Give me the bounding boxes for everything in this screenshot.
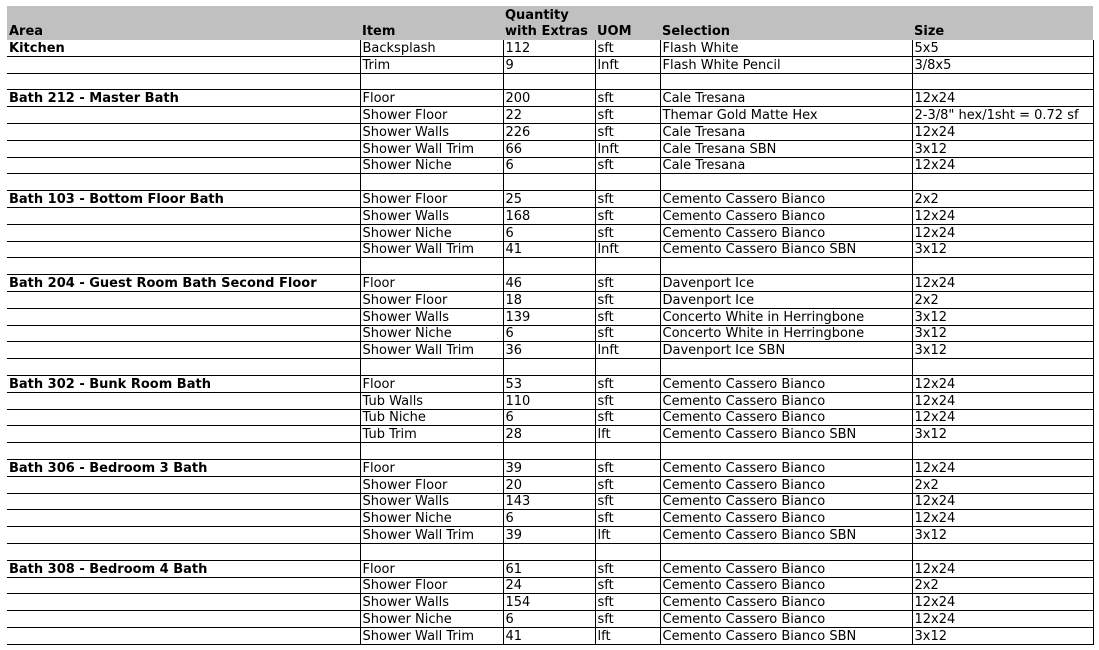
quantity-cell: 154 bbox=[503, 594, 595, 611]
quantity-cell: 6 bbox=[503, 611, 595, 628]
table-row bbox=[7, 325, 1093, 342]
size-cell: 3x12 bbox=[912, 325, 1093, 342]
quantity-cell bbox=[503, 359, 595, 376]
table-row bbox=[7, 123, 1093, 140]
selection-cell: Cemento Cassero Bianco bbox=[660, 510, 912, 527]
uom-cell: lft bbox=[595, 426, 660, 443]
quantity-cell: 18 bbox=[503, 291, 595, 308]
quantity-cell: 6 bbox=[503, 325, 595, 342]
area-cell bbox=[7, 611, 360, 628]
area-cell bbox=[7, 543, 360, 560]
uom-cell: sft bbox=[595, 375, 660, 392]
selection-cell bbox=[660, 543, 912, 560]
table-row bbox=[7, 224, 1093, 241]
item-cell bbox=[360, 258, 503, 275]
item-cell: Shower Niche bbox=[360, 510, 503, 527]
uom-cell bbox=[595, 174, 660, 191]
selection-cell: Cemento Cassero Bianco SBN bbox=[660, 527, 912, 544]
quantity-cell: 41 bbox=[503, 627, 595, 644]
header-uom: UOM bbox=[595, 6, 660, 40]
quantity-cell: 20 bbox=[503, 476, 595, 493]
size-cell: 12x24 bbox=[912, 207, 1093, 224]
size-cell: 3x12 bbox=[912, 241, 1093, 258]
item-cell: Shower Niche bbox=[360, 325, 503, 342]
quantity-cell: 66 bbox=[503, 140, 595, 157]
area-cell bbox=[7, 443, 360, 460]
area-cell: Bath 103 - Bottom Floor Bath bbox=[7, 191, 360, 208]
uom-cell: sft bbox=[595, 577, 660, 594]
area-cell bbox=[7, 174, 360, 191]
item-cell: Shower Floor bbox=[360, 476, 503, 493]
spacer-row bbox=[7, 443, 1093, 460]
table-header bbox=[7, 6, 1093, 40]
selection-cell: Cemento Cassero Bianco SBN bbox=[660, 241, 912, 258]
item-cell: Floor bbox=[360, 275, 503, 292]
area-cell: Kitchen bbox=[7, 40, 360, 56]
item-cell: Shower Niche bbox=[360, 224, 503, 241]
quantity-cell bbox=[503, 174, 595, 191]
size-cell: 3x12 bbox=[912, 627, 1093, 644]
area-cell bbox=[7, 627, 360, 644]
size-cell: 3x12 bbox=[912, 426, 1093, 443]
selection-cell: Cemento Cassero Bianco bbox=[660, 375, 912, 392]
item-cell: Shower Wall Trim bbox=[360, 627, 503, 644]
uom-cell: sft bbox=[595, 275, 660, 292]
uom-cell: sft bbox=[595, 594, 660, 611]
selection-cell: Cale Tresana SBN bbox=[660, 140, 912, 157]
area-cell bbox=[7, 207, 360, 224]
table-row bbox=[7, 426, 1093, 443]
uom-cell: sft bbox=[595, 107, 660, 124]
table-row bbox=[7, 627, 1093, 644]
size-cell: 2x2 bbox=[912, 191, 1093, 208]
uom-cell: lnft bbox=[595, 342, 660, 359]
item-cell: Tub Niche bbox=[360, 409, 503, 426]
size-cell: 3x12 bbox=[912, 308, 1093, 325]
size-cell: 3x12 bbox=[912, 342, 1093, 359]
area-cell bbox=[7, 291, 360, 308]
quantity-cell: 6 bbox=[503, 510, 595, 527]
selection-cell: Davenport Ice SBN bbox=[660, 342, 912, 359]
area-cell bbox=[7, 325, 360, 342]
selection-cell: Cemento Cassero Bianco bbox=[660, 493, 912, 510]
quantity-cell: 53 bbox=[503, 375, 595, 392]
item-cell: Shower Floor bbox=[360, 107, 503, 124]
item-cell: Shower Floor bbox=[360, 577, 503, 594]
quantity-cell bbox=[503, 543, 595, 560]
item-cell: Shower Walls bbox=[360, 207, 503, 224]
area-cell bbox=[7, 241, 360, 258]
spacer-row bbox=[7, 359, 1093, 376]
size-cell bbox=[912, 258, 1093, 275]
table-row bbox=[7, 392, 1093, 409]
area-cell bbox=[7, 409, 360, 426]
uom-cell: sft bbox=[595, 123, 660, 140]
table-row bbox=[7, 375, 1093, 392]
item-cell bbox=[360, 443, 503, 460]
table-row bbox=[7, 56, 1093, 73]
size-cell: 12x24 bbox=[912, 123, 1093, 140]
size-cell: 2-3/8" hex/1sht = 0.72 sf bbox=[912, 107, 1093, 124]
selection-cell bbox=[660, 174, 912, 191]
selection-cell: Cemento Cassero Bianco bbox=[660, 207, 912, 224]
header-quantity bbox=[503, 6, 595, 40]
item-cell: Shower Wall Trim bbox=[360, 342, 503, 359]
size-cell: 12x24 bbox=[912, 375, 1093, 392]
selection-cell: Cemento Cassero Bianco bbox=[660, 191, 912, 208]
item-cell: Tub Walls bbox=[360, 392, 503, 409]
header-item: Item bbox=[360, 6, 503, 40]
item-cell: Shower Wall Trim bbox=[360, 527, 503, 544]
uom-cell: lnft bbox=[595, 140, 660, 157]
item-cell bbox=[360, 359, 503, 376]
size-cell: 3x12 bbox=[912, 527, 1093, 544]
uom-cell: sft bbox=[595, 325, 660, 342]
uom-cell bbox=[595, 543, 660, 560]
uom-cell: sft bbox=[595, 157, 660, 174]
area-cell bbox=[7, 140, 360, 157]
quantity-cell bbox=[503, 73, 595, 90]
item-cell: Trim bbox=[360, 56, 503, 73]
size-cell: 12x24 bbox=[912, 594, 1093, 611]
size-cell: 12x24 bbox=[912, 560, 1093, 577]
area-cell: Bath 308 - Bedroom 4 Bath bbox=[7, 560, 360, 577]
table-row bbox=[7, 90, 1093, 107]
item-cell: Shower Niche bbox=[360, 611, 503, 628]
quantity-cell: 226 bbox=[503, 123, 595, 140]
selection-cell: Cemento Cassero Bianco bbox=[660, 392, 912, 409]
item-cell: Shower Niche bbox=[360, 157, 503, 174]
quantity-cell: 168 bbox=[503, 207, 595, 224]
size-cell: 3/8x5 bbox=[912, 56, 1093, 73]
table-row bbox=[7, 157, 1093, 174]
uom-cell: sft bbox=[595, 409, 660, 426]
size-cell: 5x5 bbox=[912, 40, 1093, 56]
selection-cell bbox=[660, 258, 912, 275]
table-body bbox=[7, 40, 1093, 644]
uom-cell bbox=[595, 258, 660, 275]
uom-cell: sft bbox=[595, 90, 660, 107]
selection-cell: Cemento Cassero Bianco bbox=[660, 594, 912, 611]
header-quantity-line2: with Extras bbox=[505, 24, 588, 39]
area-cell bbox=[7, 56, 360, 73]
table-row bbox=[7, 459, 1093, 476]
item-cell: Backsplash bbox=[360, 40, 503, 56]
table-row bbox=[7, 476, 1093, 493]
size-cell: 2x2 bbox=[912, 291, 1093, 308]
uom-cell: sft bbox=[595, 510, 660, 527]
table-row bbox=[7, 527, 1093, 544]
item-cell: Shower Floor bbox=[360, 291, 503, 308]
uom-cell: sft bbox=[595, 560, 660, 577]
selection-cell: Cale Tresana bbox=[660, 90, 912, 107]
area-cell: Bath 204 - Guest Room Bath Second Floor bbox=[7, 275, 360, 292]
spacer-row bbox=[7, 73, 1093, 90]
quantity-cell: 24 bbox=[503, 577, 595, 594]
area-cell: Bath 212 - Master Bath bbox=[7, 90, 360, 107]
selection-cell: Flash White bbox=[660, 40, 912, 56]
tile-schedule-table bbox=[7, 6, 1094, 645]
uom-cell: sft bbox=[595, 224, 660, 241]
table-row bbox=[7, 140, 1093, 157]
selection-cell: Cemento Cassero Bianco bbox=[660, 577, 912, 594]
selection-cell bbox=[660, 73, 912, 90]
item-cell: Floor bbox=[360, 459, 503, 476]
table-row bbox=[7, 493, 1093, 510]
uom-cell: sft bbox=[595, 191, 660, 208]
quantity-cell: 28 bbox=[503, 426, 595, 443]
size-cell: 12x24 bbox=[912, 392, 1093, 409]
selection-cell: Cemento Cassero Bianco bbox=[660, 476, 912, 493]
selection-cell: Cemento Cassero Bianco SBN bbox=[660, 627, 912, 644]
quantity-cell: 6 bbox=[503, 409, 595, 426]
table-row bbox=[7, 241, 1093, 258]
selection-cell: Cale Tresana bbox=[660, 157, 912, 174]
area-cell bbox=[7, 527, 360, 544]
selection-cell bbox=[660, 359, 912, 376]
area-cell bbox=[7, 107, 360, 124]
uom-cell: sft bbox=[595, 611, 660, 628]
selection-cell: Cemento Cassero Bianco SBN bbox=[660, 426, 912, 443]
selection-cell: Cemento Cassero Bianco bbox=[660, 409, 912, 426]
selection-cell: Flash White Pencil bbox=[660, 56, 912, 73]
area-cell bbox=[7, 510, 360, 527]
table-row bbox=[7, 560, 1093, 577]
quantity-cell: 112 bbox=[503, 40, 595, 56]
size-cell bbox=[912, 73, 1093, 90]
uom-cell: sft bbox=[595, 207, 660, 224]
size-cell: 12x24 bbox=[912, 157, 1093, 174]
selection-cell: Davenport Ice bbox=[660, 291, 912, 308]
area-cell bbox=[7, 258, 360, 275]
item-cell: Shower Floor bbox=[360, 191, 503, 208]
quantity-cell: 9 bbox=[503, 56, 595, 73]
table-row bbox=[7, 207, 1093, 224]
header-area: Area bbox=[7, 6, 360, 40]
size-cell: 12x24 bbox=[912, 493, 1093, 510]
size-cell: 12x24 bbox=[912, 409, 1093, 426]
area-cell bbox=[7, 594, 360, 611]
area-cell bbox=[7, 493, 360, 510]
quantity-cell: 6 bbox=[503, 224, 595, 241]
area-cell bbox=[7, 359, 360, 376]
table-row bbox=[7, 308, 1093, 325]
uom-cell: sft bbox=[595, 476, 660, 493]
quantity-cell: 39 bbox=[503, 527, 595, 544]
table-row bbox=[7, 291, 1093, 308]
uom-cell bbox=[595, 443, 660, 460]
selection-cell: Cemento Cassero Bianco bbox=[660, 459, 912, 476]
quantity-cell: 110 bbox=[503, 392, 595, 409]
item-cell: Shower Wall Trim bbox=[360, 241, 503, 258]
selection-cell: Cale Tresana bbox=[660, 123, 912, 140]
quantity-cell bbox=[503, 443, 595, 460]
table-row bbox=[7, 409, 1093, 426]
table-row bbox=[7, 275, 1093, 292]
uom-cell bbox=[595, 73, 660, 90]
area-cell bbox=[7, 577, 360, 594]
uom-cell: lnft bbox=[595, 56, 660, 73]
selection-cell: Cemento Cassero Bianco bbox=[660, 560, 912, 577]
uom-cell: sft bbox=[595, 291, 660, 308]
item-cell: Floor bbox=[360, 90, 503, 107]
area-cell: Bath 302 - Bunk Room Bath bbox=[7, 375, 360, 392]
item-cell bbox=[360, 174, 503, 191]
selection-cell: Davenport Ice bbox=[660, 275, 912, 292]
uom-cell: sft bbox=[595, 459, 660, 476]
size-cell: 12x24 bbox=[912, 459, 1093, 476]
size-cell bbox=[912, 443, 1093, 460]
size-cell: 12x24 bbox=[912, 611, 1093, 628]
item-cell: Shower Walls bbox=[360, 123, 503, 140]
table-row bbox=[7, 611, 1093, 628]
quantity-cell: 143 bbox=[503, 493, 595, 510]
quantity-cell: 41 bbox=[503, 241, 595, 258]
selection-cell: Concerto White in Herringbone bbox=[660, 325, 912, 342]
uom-cell: lft bbox=[595, 527, 660, 544]
size-cell: 2x2 bbox=[912, 476, 1093, 493]
selection-cell: Cemento Cassero Bianco bbox=[660, 611, 912, 628]
uom-cell: sft bbox=[595, 392, 660, 409]
area-cell bbox=[7, 123, 360, 140]
area-cell bbox=[7, 73, 360, 90]
size-cell: 12x24 bbox=[912, 90, 1093, 107]
table-row bbox=[7, 191, 1093, 208]
header-quantity-line1: Quantity bbox=[505, 8, 569, 23]
header-selection: Selection bbox=[660, 6, 912, 40]
spacer-row bbox=[7, 258, 1093, 275]
area-cell bbox=[7, 392, 360, 409]
size-cell bbox=[912, 174, 1093, 191]
item-cell: Shower Walls bbox=[360, 493, 503, 510]
uom-cell bbox=[595, 359, 660, 376]
selection-cell: Cemento Cassero Bianco bbox=[660, 224, 912, 241]
item-cell bbox=[360, 73, 503, 90]
area-cell bbox=[7, 342, 360, 359]
quantity-cell: 61 bbox=[503, 560, 595, 577]
item-cell: Shower Wall Trim bbox=[360, 140, 503, 157]
table-row bbox=[7, 107, 1093, 124]
quantity-cell: 39 bbox=[503, 459, 595, 476]
size-cell bbox=[912, 543, 1093, 560]
area-cell bbox=[7, 426, 360, 443]
quantity-cell: 200 bbox=[503, 90, 595, 107]
table-row bbox=[7, 342, 1093, 359]
uom-cell: sft bbox=[595, 308, 660, 325]
uom-cell: sft bbox=[595, 493, 660, 510]
quantity-cell: 139 bbox=[503, 308, 595, 325]
item-cell: Shower Walls bbox=[360, 594, 503, 611]
selection-cell: Concerto White in Herringbone bbox=[660, 308, 912, 325]
size-cell: 3x12 bbox=[912, 140, 1093, 157]
header-size: Size bbox=[912, 6, 1093, 40]
quantity-cell: 6 bbox=[503, 157, 595, 174]
quantity-cell: 22 bbox=[503, 107, 595, 124]
size-cell: 12x24 bbox=[912, 224, 1093, 241]
table-row bbox=[7, 510, 1093, 527]
item-cell bbox=[360, 543, 503, 560]
spacer-row bbox=[7, 174, 1093, 191]
area-cell bbox=[7, 476, 360, 493]
item-cell: Floor bbox=[360, 560, 503, 577]
uom-cell: lft bbox=[595, 627, 660, 644]
uom-cell: sft bbox=[595, 40, 660, 56]
quantity-cell: 46 bbox=[503, 275, 595, 292]
size-cell: 12x24 bbox=[912, 510, 1093, 527]
selection-cell bbox=[660, 443, 912, 460]
uom-cell: lnft bbox=[595, 241, 660, 258]
size-cell: 12x24 bbox=[912, 275, 1093, 292]
item-cell: Floor bbox=[360, 375, 503, 392]
selection-cell: Themar Gold Matte Hex bbox=[660, 107, 912, 124]
quantity-cell: 25 bbox=[503, 191, 595, 208]
table-row bbox=[7, 577, 1093, 594]
size-cell bbox=[912, 359, 1093, 376]
table-row bbox=[7, 594, 1093, 611]
quantity-cell bbox=[503, 258, 595, 275]
table-row bbox=[7, 40, 1093, 56]
area-cell bbox=[7, 157, 360, 174]
spacer-row bbox=[7, 543, 1093, 560]
area-cell bbox=[7, 308, 360, 325]
area-cell bbox=[7, 224, 360, 241]
item-cell: Shower Walls bbox=[360, 308, 503, 325]
quantity-cell: 36 bbox=[503, 342, 595, 359]
size-cell: 2x2 bbox=[912, 577, 1093, 594]
area-cell: Bath 306 - Bedroom 3 Bath bbox=[7, 459, 360, 476]
header-row bbox=[7, 6, 1093, 40]
item-cell: Tub Trim bbox=[360, 426, 503, 443]
